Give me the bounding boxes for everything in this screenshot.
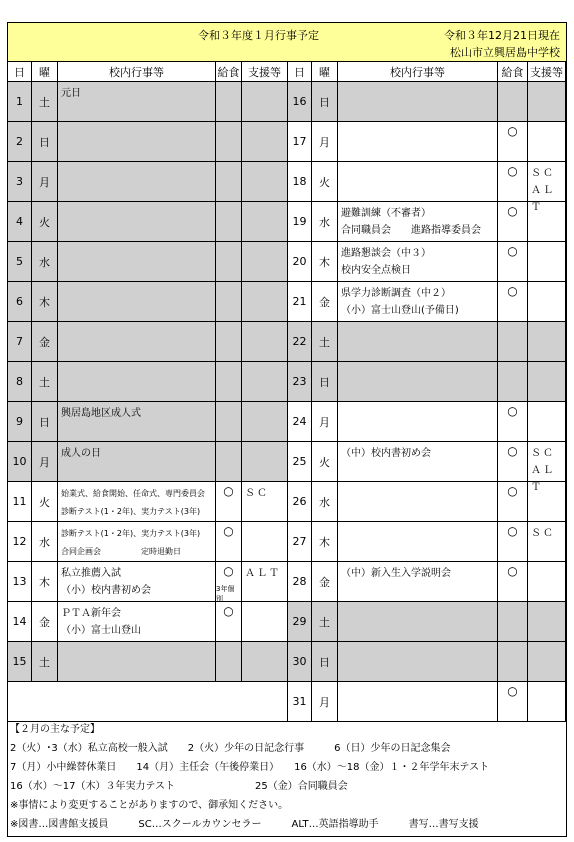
lunch-cell <box>216 362 242 402</box>
lunch-cell <box>216 562 242 602</box>
lunch-cell <box>216 322 242 362</box>
event-cell <box>338 282 498 322</box>
weekday: 土 <box>312 602 338 642</box>
lunch-cell <box>498 642 528 682</box>
day-number: 13 <box>8 562 32 602</box>
column-header: 給食 <box>498 62 528 82</box>
weekday: 木 <box>312 242 338 282</box>
event-cell <box>58 162 216 202</box>
support-cell <box>528 482 566 522</box>
lunch-mark: ○ <box>507 564 518 578</box>
support-cell <box>242 442 288 482</box>
weekday: 火 <box>32 202 58 242</box>
lunch-cell <box>216 482 242 522</box>
lunch-mark: ○ <box>507 204 518 218</box>
support-cell <box>528 322 566 362</box>
footer-line: 7（月）小中繰替休業日 14（月）主任会（午後停業日） 16（水）～18（金）１・２年学年末テスト <box>10 762 490 773</box>
day-number: 29 <box>288 602 312 642</box>
column-header: 日 <box>8 62 32 82</box>
lunch-cell <box>216 202 242 242</box>
weekday: 金 <box>32 322 58 362</box>
event-cell <box>338 362 498 402</box>
support-cell: ＡＬＴ <box>242 562 288 602</box>
event-line: 校内安全点検日 <box>341 265 411 276</box>
event-cell <box>58 562 216 602</box>
day-number: 14 <box>8 602 32 642</box>
event-cell <box>338 202 498 242</box>
event-line: 元日 <box>61 88 81 99</box>
support-cell <box>528 82 566 122</box>
lunch-mark: ○ <box>507 444 518 458</box>
support-cell: ＳＣ <box>528 522 566 562</box>
lunch-cell <box>498 202 528 242</box>
event-cell <box>58 602 216 642</box>
event-cell <box>58 282 216 322</box>
weekday: 月 <box>32 162 58 202</box>
day-number: 11 <box>8 482 32 522</box>
event-line: 成人の日 <box>61 448 101 459</box>
footer-notes <box>8 720 566 834</box>
column-header: 曜 <box>32 62 58 82</box>
support-cell <box>242 122 288 162</box>
event-line: （中）校内書初め会 <box>341 448 431 459</box>
day-number: 1 <box>8 82 32 122</box>
event-cell <box>338 642 498 682</box>
event-line: 合同企画会 定時退勤日 <box>61 547 181 556</box>
column-header: 曜 <box>312 62 338 82</box>
event-line: 進路懇談会（中３） <box>341 248 431 259</box>
event-cell <box>58 242 216 282</box>
event-cell <box>338 562 498 602</box>
day-number: 16 <box>288 82 312 122</box>
lunch-mark: ○ <box>507 164 518 178</box>
support-cell <box>242 642 288 682</box>
weekday: 火 <box>312 442 338 482</box>
event-line: （小）富士山登山(予備日) <box>341 305 459 316</box>
event-line: 診断テスト(1・2年)、実力テスト(3年) <box>61 529 201 538</box>
empty-cell <box>8 682 288 722</box>
day-number: 19 <box>288 202 312 242</box>
lunch-cell <box>498 682 528 722</box>
event-line: 県学力診断調査（中２） <box>341 288 451 299</box>
event-cell <box>338 682 498 722</box>
weekday: 水 <box>32 242 58 282</box>
lunch-cell <box>498 362 528 402</box>
weekday: 金 <box>312 282 338 322</box>
support-cell <box>528 362 566 402</box>
weekday: 月 <box>32 442 58 482</box>
day-number: 30 <box>288 642 312 682</box>
support-cell <box>242 242 288 282</box>
lunch-cell <box>498 162 528 202</box>
lunch-cell <box>498 562 528 602</box>
lunch-mark: ○ <box>507 524 518 538</box>
support-cell <box>528 682 566 722</box>
event-cell <box>338 162 498 202</box>
lunch-cell <box>498 602 528 642</box>
event-cell <box>58 82 216 122</box>
lunch-cell <box>498 482 528 522</box>
lunch-mark: ○ <box>507 484 518 498</box>
day-number: 17 <box>288 122 312 162</box>
column-header: 日 <box>288 62 312 82</box>
day-number: 15 <box>8 642 32 682</box>
weekday: 金 <box>32 602 58 642</box>
day-number: 5 <box>8 242 32 282</box>
footer-line: ※図書…図書館支援員 SC…スクールカウンセラー ALT…英語指導助手 書写…書写支援 <box>10 819 479 830</box>
event-cell <box>58 122 216 162</box>
support-cell <box>242 362 288 402</box>
event-cell <box>58 202 216 242</box>
day-number: 4 <box>8 202 32 242</box>
weekday: 水 <box>312 202 338 242</box>
support-cell <box>528 562 566 602</box>
day-number: 6 <box>8 282 32 322</box>
weekday: 月 <box>312 682 338 722</box>
lunch-cell <box>216 122 242 162</box>
weekday: 水 <box>312 482 338 522</box>
weekday: 日 <box>32 402 58 442</box>
support-cell: ＳＣ ＡＬＴ <box>528 162 566 202</box>
event-cell <box>338 402 498 442</box>
lunch-cell <box>498 442 528 482</box>
event-cell <box>338 442 498 482</box>
event-cell <box>58 402 216 442</box>
day-number: 21 <box>288 282 312 322</box>
event-line: 始業式、給食開始、任命式、専門委員会 <box>61 489 205 498</box>
event-line: 診断テスト(1・2年)、実力テスト(3年) <box>61 507 201 516</box>
as-of-date: 令和３年12月21日現在 <box>444 29 560 42</box>
weekday: 火 <box>312 162 338 202</box>
event-line: （小）富士山登山 <box>61 625 141 636</box>
day-number: 31 <box>288 682 312 722</box>
event-cell <box>338 322 498 362</box>
lunch-cell <box>498 322 528 362</box>
day-number: 22 <box>288 322 312 362</box>
event-cell <box>58 362 216 402</box>
event-cell <box>338 482 498 522</box>
event-cell <box>58 322 216 362</box>
lunch-note: 3年個別 <box>216 585 235 603</box>
support-cell <box>528 122 566 162</box>
lunch-mark: ○ <box>223 484 234 498</box>
event-line: 興居島地区成人式 <box>61 408 141 419</box>
day-number: 7 <box>8 322 32 362</box>
weekday: 月 <box>312 122 338 162</box>
event-line: 私立推薦入試 <box>61 568 121 579</box>
lunch-cell <box>216 602 242 642</box>
weekday: 日 <box>32 122 58 162</box>
lunch-mark: ○ <box>223 524 234 538</box>
event-cell <box>58 642 216 682</box>
footer-line: 16（水）～17（木）３年実力テスト 25（金）合同職員会 <box>10 781 348 792</box>
lunch-cell <box>216 522 242 562</box>
lunch-cell <box>498 242 528 282</box>
sheet-header <box>8 23 566 62</box>
day-number: 9 <box>8 402 32 442</box>
weekday: 木 <box>312 522 338 562</box>
weekday: 月 <box>312 402 338 442</box>
lunch-cell <box>498 522 528 562</box>
event-cell <box>58 522 216 562</box>
day-number: 3 <box>8 162 32 202</box>
support-cell <box>242 322 288 362</box>
lunch-cell <box>216 82 242 122</box>
lunch-mark: ○ <box>507 404 518 418</box>
column-header: 校内行事等 <box>338 62 498 82</box>
lunch-mark: ○ <box>223 564 234 578</box>
column-header: 給食 <box>216 62 242 82</box>
lunch-mark: ○ <box>223 604 234 618</box>
day-number: 2 <box>8 122 32 162</box>
weekday: 木 <box>32 562 58 602</box>
support-cell: ＳＣ <box>242 482 288 522</box>
lunch-cell <box>498 82 528 122</box>
support-cell: ＳＣ ＡＬＴ <box>528 442 566 482</box>
weekday: 土 <box>32 642 58 682</box>
lunch-cell <box>216 442 242 482</box>
page-title: 令和３年度１月行事予定 <box>198 29 319 42</box>
event-cell <box>338 82 498 122</box>
event-cell <box>58 442 216 482</box>
day-number: 26 <box>288 482 312 522</box>
schedule-sheet <box>7 22 567 837</box>
day-number: 18 <box>288 162 312 202</box>
lunch-cell <box>216 642 242 682</box>
support-cell <box>528 402 566 442</box>
lunch-cell <box>498 122 528 162</box>
support-cell <box>528 282 566 322</box>
event-cell <box>338 522 498 562</box>
day-number: 25 <box>288 442 312 482</box>
lunch-cell <box>216 162 242 202</box>
support-cell <box>242 402 288 442</box>
lunch-cell <box>216 282 242 322</box>
support-cell <box>242 162 288 202</box>
support-cell <box>528 602 566 642</box>
footer-line: 2（火）･3（水）私立高校一般入試 2（火）少年の日記念行事 6（日）少年の日記念集会 <box>10 743 451 754</box>
support-cell <box>242 602 288 642</box>
column-header: 支援等 <box>528 62 566 82</box>
day-number: 12 <box>8 522 32 562</box>
event-line: （中）新入生入学説明会 <box>341 568 451 579</box>
day-number: 20 <box>288 242 312 282</box>
support-cell <box>242 522 288 562</box>
support-cell <box>528 202 566 242</box>
lunch-mark: ○ <box>507 124 518 138</box>
lunch-cell <box>216 242 242 282</box>
footer-line: ※事情により変更することがありますので、御承知ください。 <box>10 800 289 811</box>
weekday: 水 <box>32 522 58 562</box>
event-line: （小）校内書初め会 <box>61 585 151 596</box>
weekday: 木 <box>32 282 58 322</box>
lunch-mark: ○ <box>507 684 518 698</box>
day-number: 24 <box>288 402 312 442</box>
weekday: 金 <box>312 562 338 602</box>
event-line: ＰＴＡ新年会 <box>61 608 121 619</box>
event-cell <box>338 602 498 642</box>
support-cell <box>242 282 288 322</box>
support-cell <box>242 202 288 242</box>
column-header: 支援等 <box>242 62 288 82</box>
day-number: 10 <box>8 442 32 482</box>
weekday: 火 <box>32 482 58 522</box>
event-cell <box>58 482 216 522</box>
weekday: 土 <box>32 362 58 402</box>
event-cell <box>338 122 498 162</box>
support-cell <box>528 242 566 282</box>
weekday: 土 <box>32 82 58 122</box>
day-number: 23 <box>288 362 312 402</box>
weekday: 日 <box>312 362 338 402</box>
day-number: 27 <box>288 522 312 562</box>
weekday: 日 <box>312 642 338 682</box>
weekday: 日 <box>312 82 338 122</box>
lunch-mark: ○ <box>507 284 518 298</box>
day-number: 28 <box>288 562 312 602</box>
weekday: 土 <box>312 322 338 362</box>
event-line: 合同職員会 進路指導委員会 <box>341 225 481 236</box>
lunch-cell <box>498 282 528 322</box>
support-cell <box>242 82 288 122</box>
column-header: 校内行事等 <box>58 62 216 82</box>
lunch-cell <box>216 402 242 442</box>
school-name: 松山市立興居島中学校 <box>450 46 560 59</box>
lunch-mark: ○ <box>507 244 518 258</box>
support-cell <box>528 642 566 682</box>
event-line: 避難訓練（不審者） <box>341 208 431 219</box>
footer-heading: 【２月の主な予定】 <box>10 724 100 735</box>
day-number: 8 <box>8 362 32 402</box>
lunch-cell <box>498 402 528 442</box>
event-cell <box>338 242 498 282</box>
